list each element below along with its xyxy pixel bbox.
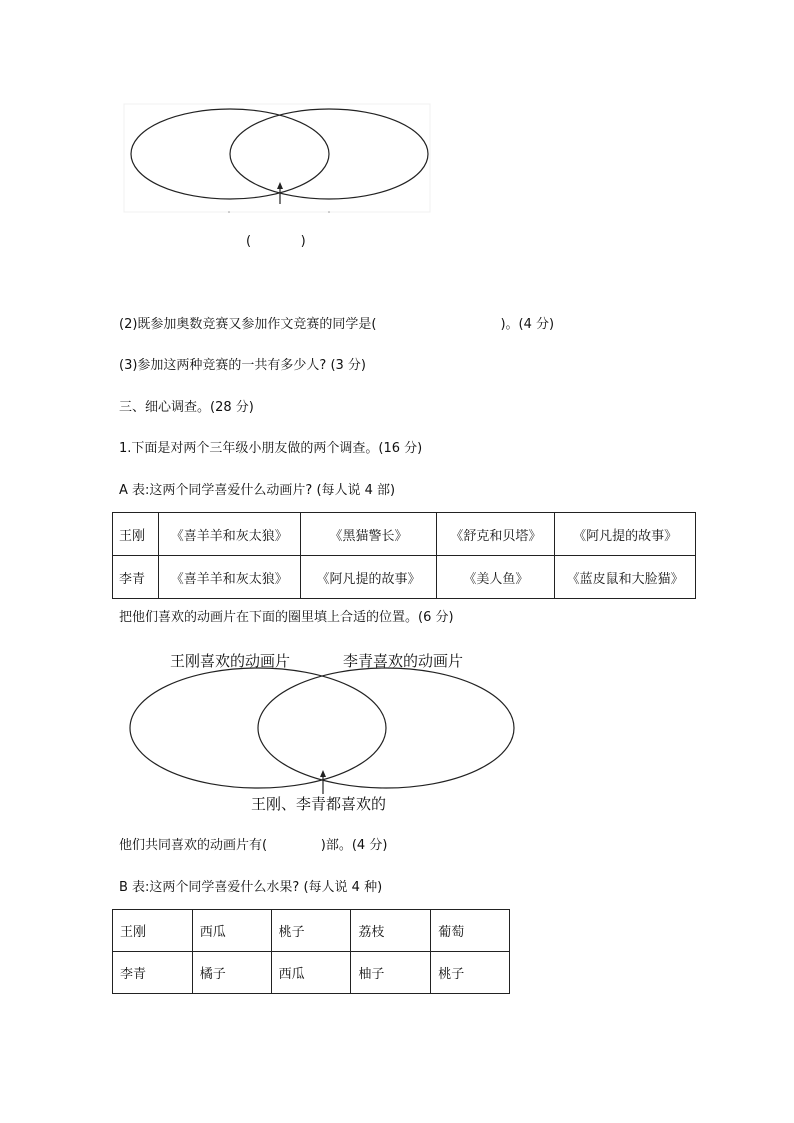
venn-diagram-1-svg	[120, 100, 440, 220]
table-b-cell: 西瓜	[192, 910, 271, 952]
question-3: (3)参加这两种竞赛的一共有多少人? (3 分)	[119, 358, 366, 373]
table-a-cell: 《蓝皮鼠和大脸猫》	[555, 556, 696, 599]
venn-1-frame	[124, 104, 430, 212]
table-b	[112, 909, 510, 994]
venn-2-bottom-label: 王刚、李青都喜欢的	[251, 795, 387, 813]
table-row	[113, 556, 696, 599]
section-3-heading: 三、细心调查。(28 分)	[119, 400, 254, 415]
table-b-name-cell: 李青	[113, 952, 193, 994]
table-a-cell: 《黑猫警长》	[300, 513, 437, 556]
venn-1-dot-left	[228, 211, 230, 213]
table-b-cell: 柚子	[351, 952, 431, 994]
table-b-cell: 荔枝	[351, 910, 431, 952]
table-a-cell: 《喜羊羊和灰太狼》	[158, 513, 300, 556]
venn-1-dot-right	[328, 211, 330, 213]
question-2: (2)既参加奥数竞赛又参加作文竞赛的同学是( )。(4 分)	[119, 317, 555, 332]
venn-2-arrow-head	[320, 770, 326, 777]
table-a	[112, 512, 696, 599]
table-a-cell: 《喜羊羊和灰太狼》	[158, 556, 300, 599]
table-b-caption: B 表:这两个同学喜爱什么水果? (每人说 4 种)	[119, 880, 383, 895]
table-row	[113, 513, 696, 556]
table-a-cell: 《美人鱼》	[437, 556, 555, 599]
table-a-caption: A 表:这两个同学喜爱什么动画片? (每人说 4 部)	[119, 483, 396, 498]
table-row	[113, 910, 510, 952]
venn-instruction: 把他们喜欢的动画片在下面的圈里填上合适的位置。(6 分)	[119, 610, 454, 625]
table-a-cell: 《阿凡提的故事》	[555, 513, 696, 556]
table-b-name-cell: 王刚	[113, 910, 193, 952]
table-a-name-cell: 李青	[113, 556, 159, 599]
table-row	[113, 952, 510, 994]
table-a-name-cell: 王刚	[113, 513, 159, 556]
venn-1-arrow-head	[277, 182, 283, 189]
venn-diagram-1	[120, 100, 440, 220]
table-b-cell: 桃子	[431, 952, 510, 994]
common-cartoons-question: 他们共同喜欢的动画片有( )部。(4 分)	[119, 838, 388, 853]
venn-diagram-2-svg	[128, 662, 520, 794]
table-b-cell: 橘子	[192, 952, 271, 994]
table-b-cell: 桃子	[271, 910, 351, 952]
table-b-cell: 西瓜	[271, 952, 351, 994]
table-a-cell: 《阿凡提的故事》	[300, 556, 437, 599]
venn-2-left-label: 王刚喜欢的动画片	[170, 652, 291, 670]
venn-diagram-2	[128, 662, 520, 794]
table-b-cell: 葡萄	[431, 910, 510, 952]
venn-2-right-label: 李青喜欢的动画片	[343, 652, 464, 670]
survey-intro: 1.下面是对两个三年级小朋友做的两个调查。(16 分)	[119, 441, 423, 456]
venn-1-answer-blank[interactable]: ( )	[246, 234, 306, 249]
table-a-cell: 《舒克和贝塔》	[437, 513, 555, 556]
